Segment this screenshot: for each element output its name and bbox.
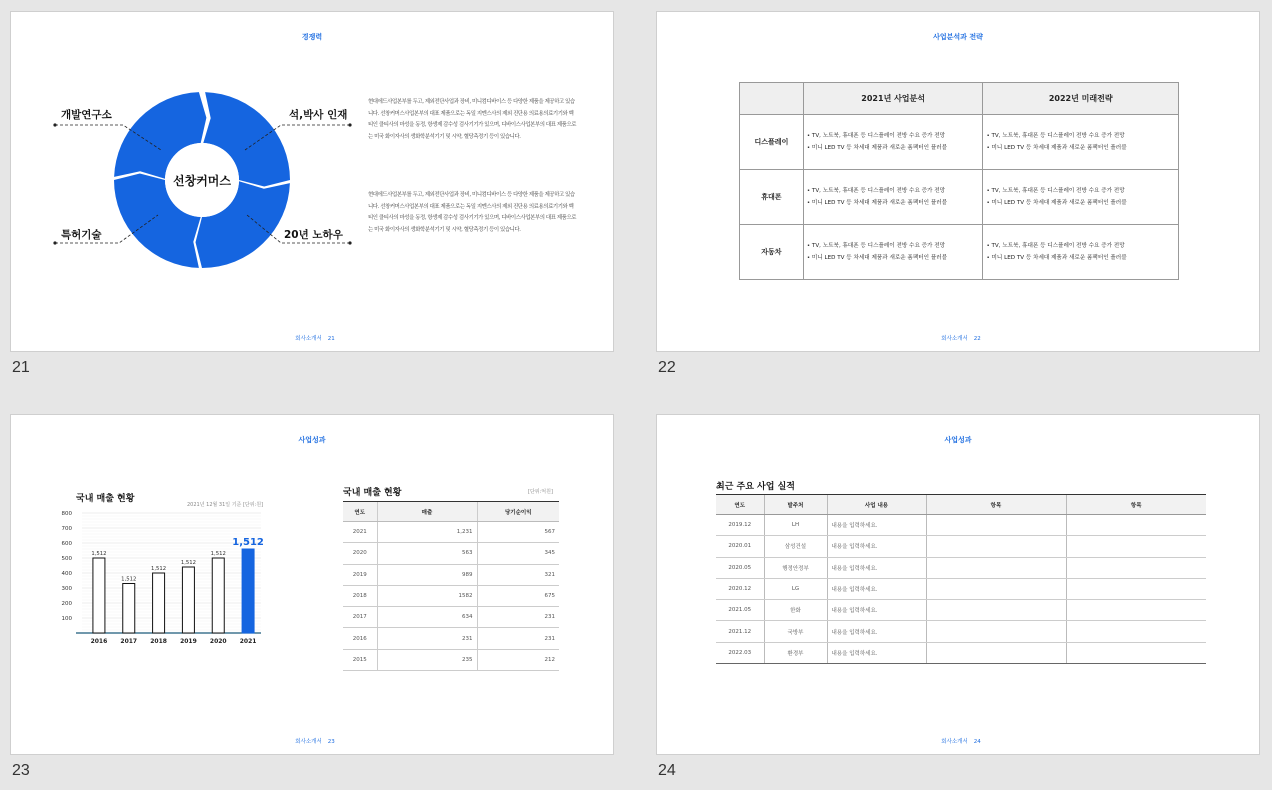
label-phd-talent: 석,박사 인재 xyxy=(289,109,348,121)
table-cell: 235 xyxy=(377,649,477,670)
row-header: 디스플레이 xyxy=(740,115,804,170)
table-cell: 2022.03 xyxy=(716,642,764,663)
y-tick-label: 500 xyxy=(61,556,72,562)
table-row xyxy=(343,543,559,564)
table-cell xyxy=(1066,600,1206,621)
header-cell: 항목 xyxy=(926,495,1066,515)
table-row xyxy=(343,585,559,606)
y-tick-label: 800 xyxy=(61,511,72,517)
x-tick-label: 2017 xyxy=(120,638,138,645)
data-label: 1,512 xyxy=(150,566,167,572)
table-cell xyxy=(1066,621,1206,642)
slide-21[interactable] xyxy=(10,11,614,352)
table-cell: 2020.05 xyxy=(716,557,764,578)
table-row xyxy=(716,642,1206,663)
slide-title: 사업성과 xyxy=(298,436,326,444)
bar xyxy=(153,573,165,633)
table-cell: 231 xyxy=(477,628,559,649)
table-row xyxy=(343,522,559,543)
data-label: 1,512 xyxy=(210,551,226,557)
slide-title: 사업분석과 전략 xyxy=(933,33,983,41)
table-row xyxy=(716,515,1206,536)
sales-table xyxy=(343,501,559,671)
y-tick-label: 700 xyxy=(61,526,72,532)
x-tick-label: 2021 xyxy=(239,638,257,645)
paragraph-2: 현대에드사업본부를 두고, 제외전단사업과 장비, 미니컴디바이스 등 다양한 제품을 제공하고 있습니다. 선창커머스사업본부의 대표 제품으로는 독일 지멘스사의 제외 진단용 의료용의료기기와 벡티인 클티사의 마성을 동정, 항생제 감수성 검사기기가 있으며, 디바이스사업본부의 대표 제품으로는 미국 화이자사의 생화학분석기기 및 시약, 혈당측정기 등이 있습니다. xyxy=(368,192,577,233)
header-cell: 연도 xyxy=(716,495,764,515)
chart-note: 2021년 12월 31일 기준 [단위:원] xyxy=(187,502,264,508)
label-patents: 특허기술 xyxy=(61,229,102,241)
x-tick-label: 2019 xyxy=(180,638,197,645)
table-cell: 내용을 입력하세요. xyxy=(827,621,926,642)
analysis-table xyxy=(739,82,1179,280)
cycle-diagram xyxy=(11,12,615,353)
table-cell xyxy=(1066,536,1206,557)
table-cell: 231 xyxy=(377,628,477,649)
table-cell: 2020 xyxy=(343,543,377,564)
table-cell xyxy=(1066,642,1206,663)
table-title: 국내 매출 현황 xyxy=(343,488,402,498)
table-cell xyxy=(926,557,1066,578)
table-row xyxy=(740,115,1179,170)
slide-number: 22 xyxy=(658,359,676,376)
table-cell: 내용을 입력하세요. xyxy=(827,600,926,621)
header-cell xyxy=(740,83,804,115)
table-row xyxy=(716,578,1206,599)
y-tick-label: 100 xyxy=(61,616,72,622)
table-cell: • TV, 노트북, 휴대폰 등 디스플레이 전방 수요 증가 전망 • 미니 LED TV 등 차세대 제품과 새로운 폼팩터인 플러블 xyxy=(983,170,1179,225)
header-cell: 사업 내용 xyxy=(827,495,926,515)
table-cell: 2017 xyxy=(343,607,377,628)
table-cell: 내용을 입력하세요. xyxy=(827,515,926,536)
table-cell xyxy=(926,642,1066,663)
table-cell xyxy=(926,578,1066,599)
table-cell: 231 xyxy=(477,607,559,628)
table-cell: 삼성건설 xyxy=(764,536,827,557)
chart-title: 국내 매출 현황 xyxy=(76,494,135,504)
table-cell: 2020.12 xyxy=(716,578,764,599)
table-cell: • TV, 노트북, 휴대폰 등 디스플레이 전방 수요 증가 전망 • 미니 LED TV 등 차세대 제품과 새로운 폼팩터인 플러블 xyxy=(983,115,1179,170)
table-cell: 321 xyxy=(477,564,559,585)
y-tick-label: 600 xyxy=(61,541,72,547)
table-cell: 내용을 입력하세요. xyxy=(827,557,926,578)
slide-23[interactable] xyxy=(10,414,614,755)
data-label: 1,512 xyxy=(180,560,197,566)
slide-footer: 회사소개서 23 xyxy=(295,739,335,745)
bar xyxy=(182,567,194,633)
bar xyxy=(123,584,135,634)
slide-number: 21 xyxy=(12,359,30,376)
label-20yr-knowhow: 20년 노하우 xyxy=(284,229,343,241)
table-title: 최근 주요 사업 실적 xyxy=(716,482,795,492)
header-cell: 당기순이익 xyxy=(477,502,559,522)
table-row xyxy=(740,225,1179,280)
y-tick-label: 200 xyxy=(61,601,72,607)
table-cell: 563 xyxy=(377,543,477,564)
header-cell: 연도 xyxy=(343,502,377,522)
bar xyxy=(212,558,224,633)
table-cell: 2016 xyxy=(343,628,377,649)
y-tick-label: 300 xyxy=(61,586,72,592)
table-cell xyxy=(926,621,1066,642)
table-cell: 212 xyxy=(477,649,559,670)
table-cell: 2021.05 xyxy=(716,600,764,621)
table-row xyxy=(716,600,1206,621)
table-cell: 환경부 xyxy=(764,642,827,663)
table-cell: 2021 xyxy=(343,522,377,543)
table-cell xyxy=(1066,557,1206,578)
table-cell: 675 xyxy=(477,585,559,606)
bar xyxy=(93,558,105,633)
table-cell: 2019.12 xyxy=(716,515,764,536)
table-cell: • TV, 노트북, 휴대폰 등 디스플레이 전방 수요 증가 전망 • 미니 LED TV 등 차세대 제품과 새로운 폼팩터인 플러블 xyxy=(803,170,983,225)
table-row xyxy=(343,607,559,628)
projects-table xyxy=(716,494,1206,664)
bar xyxy=(242,549,254,633)
slide-footer: 회사소개서 21 xyxy=(295,336,335,342)
table-row xyxy=(343,628,559,649)
table-cell: 국방부 xyxy=(764,621,827,642)
table-cell: 한화 xyxy=(764,600,827,621)
sales-bar-chart xyxy=(56,505,266,655)
table-cell xyxy=(1066,578,1206,599)
table-cell xyxy=(926,600,1066,621)
header-cell: 항목 xyxy=(1066,495,1206,515)
table-row xyxy=(343,564,559,585)
slide-title: 사업성과 xyxy=(944,436,972,444)
row-header: 휴대폰 xyxy=(740,170,804,225)
table-cell xyxy=(1066,515,1206,536)
table-cell: 2019 xyxy=(343,564,377,585)
table-row xyxy=(716,536,1206,557)
slide-number: 23 xyxy=(12,762,30,779)
x-tick-label: 2020 xyxy=(209,638,227,645)
table-row xyxy=(740,170,1179,225)
table-cell: 567 xyxy=(477,522,559,543)
table-cell: 2015 xyxy=(343,649,377,670)
table-cell: 2021.12 xyxy=(716,621,764,642)
header-cell: 2021년 사업분석 xyxy=(803,83,983,115)
table-cell: 내용을 입력하세요. xyxy=(827,536,926,557)
table-cell: 1582 xyxy=(377,585,477,606)
data-label: 1,512 xyxy=(121,576,137,583)
data-label: 1,512 xyxy=(232,537,264,548)
table-cell: 345 xyxy=(477,543,559,564)
slide-title: 경쟁력 xyxy=(301,33,323,41)
table-cell: • TV, 노트북, 휴대폰 등 디스플레이 전방 수요 증가 전망 • 미니 LED TV 등 차세대 제품과 새로운 폼팩터인 플러블 xyxy=(803,225,983,280)
slide-footer: 회사소개서 24 xyxy=(941,739,981,745)
slide-number: 24 xyxy=(658,762,676,779)
table-cell: 2018 xyxy=(343,585,377,606)
header-cell: 매출 xyxy=(377,502,477,522)
table-cell: 989 xyxy=(377,564,477,585)
table-cell: LH xyxy=(764,515,827,536)
table-row xyxy=(343,649,559,670)
row-header: 자동차 xyxy=(740,225,804,280)
slide-22[interactable] xyxy=(656,11,1260,352)
slide-footer: 회사소개서 22 xyxy=(941,336,981,342)
table-cell: 2020.01 xyxy=(716,536,764,557)
table-row xyxy=(716,557,1206,578)
header-cell: 2022년 미래전략 xyxy=(983,83,1179,115)
table-unit: [단위:억원] xyxy=(528,489,553,495)
x-tick-label: 2018 xyxy=(150,638,167,645)
header-cell: 발주처 xyxy=(764,495,827,515)
table-cell: 행정안정부 xyxy=(764,557,827,578)
table-cell: • TV, 노트북, 휴대폰 등 디스플레이 전방 수요 증가 전망 • 미니 LED TV 등 차세대 제품과 새로운 폼팩터인 플러블 xyxy=(983,225,1179,280)
table-cell: 634 xyxy=(377,607,477,628)
data-label: 1,512 xyxy=(91,551,107,557)
slide-24[interactable] xyxy=(656,414,1260,755)
table-cell xyxy=(926,536,1066,557)
table-cell: 내용을 입력하세요. xyxy=(827,578,926,599)
label-rnd-lab: 개발연구소 xyxy=(61,109,112,121)
table-cell: LG xyxy=(764,578,827,599)
paragraph-1: 현대에드사업본부를 두고, 제외전단사업과 장비, 미니컴디바이스 등 다양한 제품을 제공하고 있습니다. 선창커머스사업본부의 대표 제품으로는 독일 지멘스사의 제외 진단용 의료용의료기기와 벡티인 클티사의 마성을 동정, 항생제 감수성 검사기기가 있으며, 디바이스사업본부의 대표 제품으로는 미국 화이자사의 생화학분석기기 및 시약, 혈당측정기 등이 있습니다. xyxy=(368,99,577,140)
table-row xyxy=(716,621,1206,642)
table-cell: 내용을 입력하세요. xyxy=(827,642,926,663)
table-cell: 1,231 xyxy=(377,522,477,543)
y-tick-label: 400 xyxy=(61,571,72,577)
center-label: 선창커머스 xyxy=(173,174,231,188)
table-cell xyxy=(926,515,1066,536)
table-cell: • TV, 노트북, 휴대폰 등 디스플레이 전방 수요 증가 전망 • 미니 LED TV 등 차세대 제품과 새로운 폼팩터인 플러블 xyxy=(803,115,983,170)
x-tick-label: 2016 xyxy=(90,638,108,645)
